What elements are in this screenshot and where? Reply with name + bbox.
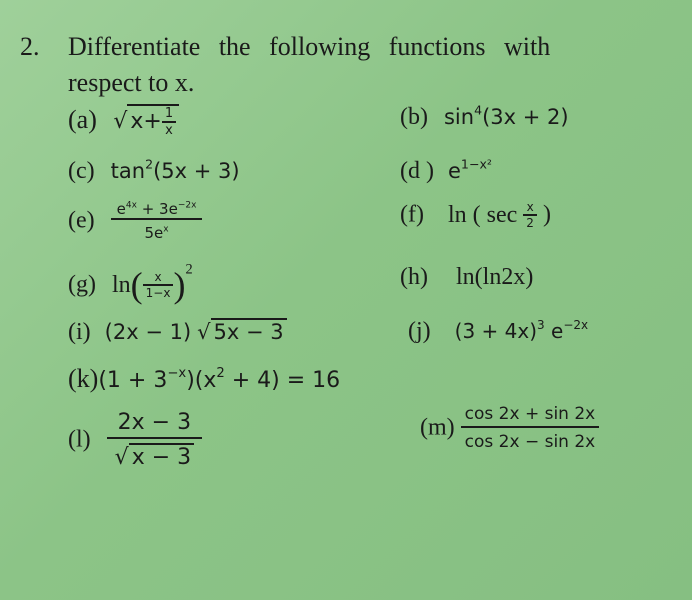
item-l-fraction <box>107 410 202 470</box>
item-f-denominator: 2 <box>523 214 537 230</box>
item-i-label: (i) <box>68 319 91 345</box>
item-k-part2: )(x <box>186 368 217 393</box>
item-c <box>68 158 240 185</box>
item-b <box>400 104 569 131</box>
item-k-part1: (1 + 3 <box>98 368 168 393</box>
item-f <box>400 200 551 230</box>
item-m-fraction <box>461 404 600 452</box>
item-k-part3: + 4) = 16 <box>224 368 341 393</box>
item-g <box>68 261 193 306</box>
item-l-label: (l) <box>68 426 91 453</box>
item-l-radicand: x − 3 <box>129 443 194 470</box>
item-k-label: (k) <box>68 364 99 393</box>
item-g-exponent: 2 <box>185 261 193 278</box>
item-j-expression <box>455 319 588 343</box>
item-j-base: (3 + 4x) <box>454 319 538 343</box>
item-j-label: (j) <box>408 318 431 344</box>
item-b-func: sin <box>443 105 475 129</box>
item-d-label: (d ) <box>400 158 434 184</box>
item-g-fraction <box>143 270 174 300</box>
item-f-prefix: ln ( sec <box>447 201 518 228</box>
item-k-exponent2: 2 <box>216 366 225 382</box>
item-e-num-exp1: 4x <box>125 200 137 211</box>
item-e-num-exp2: −2x <box>177 200 197 211</box>
item-d-base: e <box>447 159 461 183</box>
item-l <box>68 410 202 470</box>
item-m-denominator: cos 2x − sin 2x <box>461 426 600 452</box>
item-f-close: ) <box>542 201 551 228</box>
item-e-den-base: 5e <box>144 224 164 242</box>
item-g-numerator: x <box>154 270 162 284</box>
item-a-label: (a) <box>68 105 97 134</box>
item-b-exponent: 4 <box>474 102 483 118</box>
question-number: 2. <box>20 32 40 61</box>
item-l-radical-sign: √ <box>114 445 129 470</box>
item-b-argument: (3x + 2) <box>482 105 569 129</box>
item-a <box>68 104 179 138</box>
item-e-den-exp: x <box>163 224 169 235</box>
item-j-e: e <box>544 319 564 343</box>
item-g-denominator: 1−x <box>143 284 174 300</box>
question-line-2: respect to x. <box>68 68 195 97</box>
item-h-expression: ln(ln2x) <box>455 264 534 290</box>
item-e-num-mid: + 3e <box>136 200 178 218</box>
item-k-exponent1: −x <box>167 366 187 382</box>
item-m-label: (m) <box>420 414 455 441</box>
item-a-radical-sign: √ <box>113 109 128 134</box>
item-m-numerator: cos 2x + sin 2x <box>464 404 596 424</box>
item-a-numerator: 1 <box>164 106 174 121</box>
item-c-exponent: 2 <box>145 156 154 172</box>
item-d <box>400 158 492 185</box>
item-d-expression <box>447 156 492 183</box>
item-l-denominator <box>107 437 202 470</box>
item-c-label: (c) <box>68 158 95 184</box>
item-j-exponent1: 3 <box>537 318 545 332</box>
item-e-fraction <box>111 200 203 242</box>
item-l-numerator: 2x − 3 <box>117 410 192 435</box>
item-a-denominator: x <box>162 121 176 138</box>
item-h-label: (h) <box>400 264 428 290</box>
item-i-prefix: (2x − 1) <box>104 320 192 344</box>
item-g-open-paren: ( <box>130 265 143 305</box>
item-e-label: (e) <box>68 207 95 234</box>
question-line-1: Differentiate the following functions with <box>68 32 551 61</box>
item-i-radical <box>197 320 287 344</box>
item-f-numerator: x <box>526 200 534 214</box>
item-i <box>68 318 287 346</box>
item-b-expression <box>443 102 569 129</box>
item-d-exponent: 1−x² <box>460 156 492 172</box>
item-k <box>68 364 340 394</box>
item-i-radicand: 5x − 3 <box>211 318 287 344</box>
item-a-x: x <box>130 109 144 134</box>
item-c-argument: (5x + 3) <box>153 159 240 183</box>
item-c-expression <box>110 156 240 183</box>
item-j-exponent2: −2x <box>563 318 589 332</box>
item-m <box>420 404 599 452</box>
item-b-label: (b) <box>400 104 428 130</box>
item-g-func: ln <box>111 271 131 298</box>
item-c-func: tan <box>110 159 146 183</box>
item-f-label: (f) <box>400 201 424 228</box>
item-g-label: (g) <box>68 271 96 298</box>
item-i-radical-sign: √ <box>197 320 211 344</box>
item-h <box>400 264 533 291</box>
item-j <box>408 318 588 345</box>
item-e-num-base: e <box>116 200 126 218</box>
item-k-expression <box>98 368 340 393</box>
item-g-close-paren: ) <box>173 265 186 305</box>
item-a-expression <box>113 106 179 138</box>
item-a-plus: + <box>143 109 162 134</box>
item-e <box>68 200 202 242</box>
item-f-fraction <box>523 200 537 230</box>
